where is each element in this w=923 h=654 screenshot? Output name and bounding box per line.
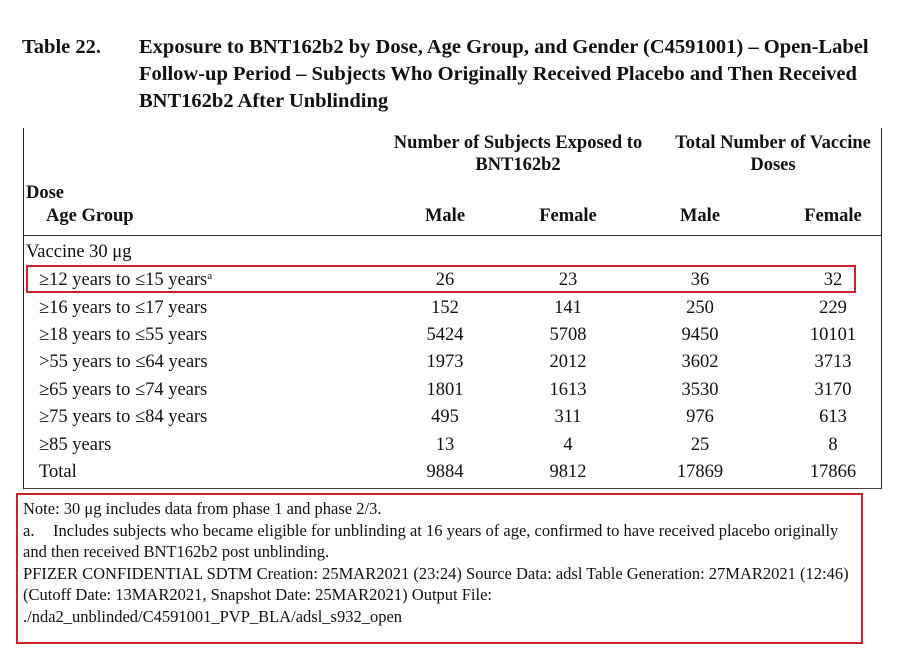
row-label: ≥12 years to ≤15 years$^a$ [39, 270, 213, 290]
table-number: Table 22. [22, 36, 101, 58]
table-row [24, 322, 881, 349]
cell-female-doses: 10101 [809, 325, 857, 345]
cell-female-doses: 3170 [814, 380, 852, 400]
cell-male-subjects: 495 [431, 407, 459, 427]
cell-female-subjects: 9812 [549, 462, 587, 482]
cell-male-doses: 250 [686, 298, 714, 318]
cell-male-subjects: 13 [435, 435, 455, 455]
table-row [24, 349, 881, 376]
cell-male-subjects: 1801 [426, 380, 464, 400]
cutoff-line: (Cutoff Date: 13MAR2021, Snapshot Date: 25MAR2021) Output File: ./nda2_unblinded/C4591001_PVP_BLA/adsl_s932_open [23, 585, 493, 626]
footnote-marker: a [207, 270, 213, 282]
row-label: >55 years to ≤64 years [39, 352, 208, 372]
section-label-vaccine: Vaccine 30 μg [26, 242, 132, 262]
exposure-table [23, 128, 882, 489]
cell-male-subjects: 152 [431, 298, 459, 318]
header-divider [24, 235, 881, 236]
cell-female-subjects: 4 [563, 435, 573, 455]
table-title-text: Exposure to BNT162b2 by Dose, Age Group, and Gender (C4591001) – Open-Label Follow-up Period – Subjects Who Originally Received Placebo and Then Received BNT162b2 After Unblinding [139, 36, 869, 112]
cell-male-doses: 9450 [681, 325, 719, 345]
cell-male-doses: 17869 [676, 462, 724, 482]
cell-male-doses: 976 [686, 407, 714, 427]
header-col-male-subjects: Male [424, 206, 466, 226]
table-row [24, 404, 881, 431]
header-total-doses: Total Number of Vaccine Doses [675, 133, 871, 175]
row-label: ≥18 years to ≤55 years [39, 325, 208, 345]
cell-female-subjects: 23 [558, 270, 578, 290]
cell-female-subjects: 2012 [549, 352, 587, 372]
cell-male-subjects: 5424 [426, 325, 464, 345]
cell-female-subjects: 141 [554, 298, 582, 318]
cell-female-doses: 17866 [809, 462, 857, 482]
cell-female-doses: 613 [819, 407, 847, 427]
row-label: ≥65 years to ≤74 years [39, 380, 208, 400]
cell-female-subjects: 311 [554, 407, 582, 427]
footnote-a [23, 520, 856, 563]
cell-male-doses: 36 [690, 270, 710, 290]
footnote-a-marker: a. [23, 520, 35, 540]
cell-male-subjects: 9884 [426, 462, 464, 482]
cell-female-subjects: 1613 [549, 380, 587, 400]
header-age-group: Age Group [46, 206, 134, 226]
header-col-male-doses: Male [679, 206, 721, 226]
header-col-female-doses: Female [804, 206, 862, 226]
note-dose: Note: 30 μg includes data from phase 1 and phase 2/3. [23, 499, 382, 518]
table-row [24, 432, 881, 459]
highlight-box-row [26, 265, 856, 293]
row-label: ≥16 years to ≤17 years [39, 298, 208, 318]
confidential-line: PFIZER CONFIDENTIAL SDTM Creation: 25MAR2021 (23:24) Source Data: adsl Table Generation: 27MAR2021 (12:46) [23, 563, 849, 583]
footnote-a-text: Includes subjects who became eligible for unblinding at 16 years of age, confirmed to have received placebo originally and then received BNT162b2 post unblinding. [23, 520, 839, 561]
header-col-female-subjects: Female [539, 206, 597, 226]
cell-male-subjects: 1973 [426, 352, 464, 372]
header-dose: Dose [26, 183, 65, 203]
cell-male-subjects: 26 [435, 270, 455, 290]
cell-male-doses: 3602 [681, 352, 719, 372]
cell-male-doses: 25 [690, 435, 710, 455]
table-row [24, 295, 881, 322]
cell-female-doses: 32 [823, 270, 843, 290]
cell-female-doses: 3713 [814, 352, 852, 372]
cell-female-doses: 229 [819, 298, 847, 318]
cell-female-doses: 8 [828, 435, 838, 455]
footnotes-box [16, 493, 863, 644]
row-label: ≥85 years [39, 435, 112, 455]
table-row-total [24, 459, 881, 486]
table-row [24, 377, 881, 404]
cell-female-subjects: 5708 [549, 325, 587, 345]
header-subjects-exposed: Number of Subjects Exposed to BNT162b2 [393, 133, 643, 175]
cell-male-doses: 3530 [681, 380, 719, 400]
row-label: Total [39, 462, 77, 482]
table-title [22, 34, 902, 115]
row-label: ≥75 years to ≤84 years [39, 407, 208, 427]
